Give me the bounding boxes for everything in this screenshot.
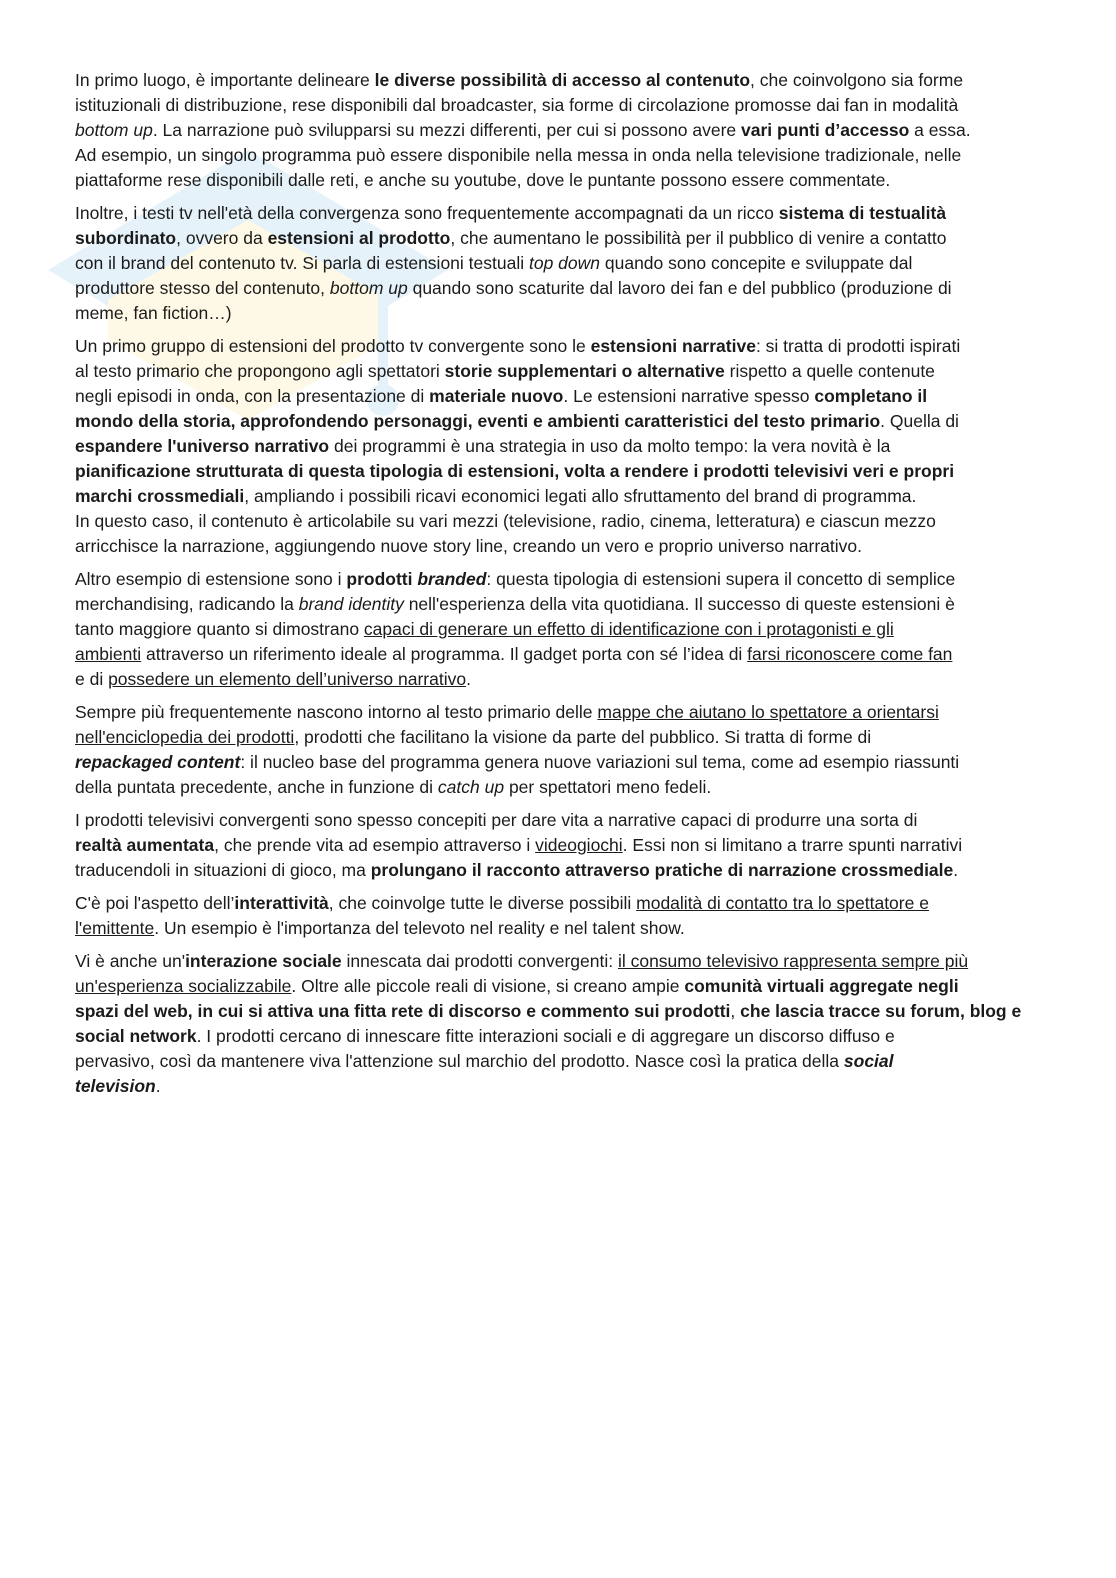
text-run: , che prende vita ad esempio attraverso i: [214, 835, 536, 855]
text-run: I prodotti televisivi convergenti sono spesso concepiti per dare vita a narrative capaci di produrre una sorta di: [75, 810, 918, 830]
text-run: , ampliando i possibili ricavi economici legati allo sfruttamento del brand di programma.: [244, 486, 917, 506]
paragraph: [75, 68, 1043, 193]
text-run: modalità di contatto tra lo spettatore e: [636, 893, 929, 913]
text-run: completano il: [814, 386, 928, 406]
text-run: television: [75, 1076, 156, 1096]
text-run: . Quella di: [880, 411, 959, 431]
text-run: branded: [417, 569, 487, 589]
text-run: : si tratta di prodotti ispirati: [755, 336, 961, 356]
text-run: piattaforme rese disponibili dalle reti, e anche su youtube, dove le puntante possono essere commentate.: [75, 170, 891, 190]
text-line: [75, 384, 1043, 409]
text-run: .: [155, 1076, 161, 1096]
paragraph: [75, 891, 1043, 941]
text-run: materiale nuovo: [429, 386, 564, 406]
text-line: [75, 833, 1043, 858]
text-line: [75, 434, 1043, 459]
text-run: arricchisce la narrazione, aggiungendo nuove story line, creando un vero e proprio universo narrativo.: [75, 536, 862, 556]
paragraph: [75, 949, 1043, 1099]
paragraph: [75, 567, 1043, 692]
text-line: [75, 592, 1043, 617]
text-run: spazi del web, in cui si attiva una fitta rete di discorso e commento sui prodotti: [75, 1001, 731, 1021]
text-run: istituzionali di distribuzione, rese disponibili dal broadcaster, sia forme di circolazione promosse dai fan in modalità: [75, 95, 959, 115]
text-run: possedere un elemento dell’universo narrativo: [108, 669, 467, 689]
text-run: Vi è anche un': [75, 951, 186, 971]
paragraph: [75, 201, 1043, 326]
text-run: , che coinvolge tutte le diverse possibili: [328, 893, 637, 913]
text-run: In primo luogo, è importante delineare: [75, 70, 375, 90]
text-run: . Le estensioni narrative spesso: [563, 386, 815, 406]
text-line: [75, 118, 1043, 143]
text-run: e di: [75, 669, 109, 689]
text-line: [75, 916, 1043, 941]
text-line: [75, 858, 1043, 883]
text-line: [75, 700, 1043, 725]
document-body: [75, 68, 1043, 1107]
text-run: subordinato: [75, 228, 177, 248]
text-line: [75, 359, 1043, 384]
text-run: , prodotti che facilitano la visione da parte del pubblico. Si tratta di forme di: [294, 727, 872, 747]
text-line: [75, 93, 1043, 118]
text-run: brand identity: [298, 594, 404, 614]
text-run: per spettatori meno fedeli.: [504, 777, 712, 797]
text-run: Inoltre, i testi tv nell'età della convergenza sono frequentemente accompagnati da un ricco: [75, 203, 779, 223]
text-line: [75, 1049, 1043, 1074]
text-run: .: [953, 860, 959, 880]
text-run: Sempre più frequentemente nascono intorno al testo primario delle: [75, 702, 598, 722]
text-line: [75, 808, 1043, 833]
text-run: tanto maggiore quanto si dimostrano: [75, 619, 364, 639]
text-run: rispetto a quelle contenute: [724, 361, 935, 381]
text-run: traducendoli in situazioni di gioco, ma: [75, 860, 371, 880]
text-line: [75, 251, 1043, 276]
text-run: le diverse possibilità di accesso al contenuto: [374, 70, 751, 90]
text-line: [75, 667, 1043, 692]
text-run: pianificazione strutturata di questa tipologia di estensioni, volta a rendere i prodotti televisivi veri e propri: [75, 461, 955, 481]
text-line: [75, 409, 1043, 434]
text-run: vari punti d’accesso: [741, 120, 910, 140]
text-run: In questo caso, il contenuto è articolabile su vari mezzi (televisione, radio, cinema, letteratura) e ciascun mezzo: [75, 511, 936, 531]
text-run: social: [843, 1051, 894, 1071]
text-line: [75, 143, 1043, 168]
text-run: : questa tipologia di estensioni supera il concetto di semplice: [486, 569, 956, 589]
text-line: [75, 459, 1043, 484]
text-run: con il brand del contenuto tv. Si parla di estensioni testuali: [75, 253, 529, 273]
text-run: repackaged content: [75, 752, 241, 772]
text-run: prolungano il racconto attraverso pratiche di narrazione crossmediale: [370, 860, 954, 880]
text-run: prodotti: [346, 569, 418, 589]
text-run: . Oltre alle piccole reali di visione, si creano ampie: [291, 976, 685, 996]
text-run: bottom up: [329, 278, 408, 298]
text-line: [75, 567, 1043, 592]
text-run: interattività: [234, 893, 329, 913]
text-line: [75, 509, 1043, 534]
text-run: , che aumentano le possibilità per il pubblico di venire a contatto: [450, 228, 947, 248]
text-run: , ovvero da: [176, 228, 268, 248]
text-line: [75, 534, 1043, 559]
text-line: [75, 891, 1043, 916]
text-run: attraverso un riferimento ideale al programma. Il gadget porta con sé l’idea di: [141, 644, 748, 664]
text-run: storie supplementari o alternative: [444, 361, 725, 381]
text-line: [75, 226, 1043, 251]
text-run: : il nucleo base del programma genera nuove variazioni sul tema, come ad esempio riassunti: [240, 752, 960, 772]
text-run: top down: [528, 253, 601, 273]
text-line: [75, 484, 1043, 509]
text-run: farsi riconoscere come fan: [747, 644, 953, 664]
text-run: un'esperienza socializzabile: [75, 976, 292, 996]
text-line: [75, 725, 1043, 750]
text-run: quando sono concepite e sviluppate dal: [600, 253, 913, 273]
text-run: mondo della storia, approfondendo personaggi, eventi e ambienti caratteristici del testo primario: [75, 411, 881, 431]
text-run: produttore stesso del contenuto,: [75, 278, 330, 298]
text-run: catch up: [437, 777, 505, 797]
text-run: merchandising, radicando la: [75, 594, 299, 614]
text-line: [75, 1024, 1043, 1049]
text-run: a essa.: [909, 120, 971, 140]
text-run: C'è poi l'aspetto dell’: [75, 893, 235, 913]
text-run: marchi crossmediali: [75, 486, 245, 506]
text-run: .: [466, 669, 471, 689]
text-run: Altro esempio di estensione sono i: [75, 569, 347, 589]
text-run: , che coinvolgono sia forme: [750, 70, 964, 90]
text-run: al testo primario che propongono agli spettatori: [75, 361, 445, 381]
text-run: nell'esperienza della vita quotidiana. Il successo di queste estensioni è: [403, 594, 955, 614]
text-run: ,: [730, 1001, 741, 1021]
text-run: bottom up: [75, 120, 153, 140]
text-run: pervasivo, così da mantenere viva l'attenzione sul marchio del prodotto. Nasce così la pratica della: [75, 1051, 844, 1071]
paragraph: [75, 700, 1043, 800]
text-line: [75, 301, 1043, 326]
text-line: [75, 68, 1043, 93]
text-line: [75, 750, 1043, 775]
text-run: interazione sociale: [185, 951, 342, 971]
text-run: . Essi non si limitano a trarre spunti narrativi: [622, 835, 963, 855]
text-run: mappe che aiutano lo spettatore a orientarsi: [597, 702, 939, 722]
text-run: dei programmi è una strategia in uso da molto tempo: la vera novità è la: [329, 436, 891, 456]
text-line: [75, 617, 1043, 642]
text-run: videogiochi: [535, 835, 623, 855]
text-run: innescata dai prodotti convergenti:: [341, 951, 618, 971]
text-line: [75, 999, 1043, 1024]
text-run: della puntata precedente, anche in funzione di: [75, 777, 438, 797]
text-run: estensioni narrative: [590, 336, 756, 356]
text-run: il consumo televisivo rappresenta sempre più: [617, 951, 969, 971]
text-line: [75, 974, 1043, 999]
paragraph: [75, 334, 1043, 559]
text-run: . Un esempio è l'importanza del televoto nel reality e nel talent show.: [154, 918, 685, 938]
text-line: [75, 334, 1043, 359]
text-line: [75, 949, 1043, 974]
text-line: [75, 276, 1043, 301]
text-run: social network: [75, 1026, 197, 1046]
text-run: . La narrazione può svilupparsi su mezzi differenti, per cui si possono avere: [152, 120, 742, 140]
text-run: Ad esempio, un singolo programma può essere disponibile nella messa in onda nella televisione tradizionale, nelle: [75, 145, 962, 165]
text-run: l'emittente: [75, 918, 155, 938]
text-run: estensioni al prodotto: [267, 228, 451, 248]
text-run: comunità virtuali aggregate negli: [684, 976, 959, 996]
text-run: negli episodi in onda, con la presentazione di: [75, 386, 430, 406]
text-line: [75, 168, 1043, 193]
text-run: espandere l'universo narrativo: [75, 436, 330, 456]
text-run: realtà aumentata: [75, 835, 215, 855]
text-line: [75, 642, 1043, 667]
text-run: Un primo gruppo di estensioni del prodotto tv convergente sono le: [75, 336, 591, 356]
text-run: . I prodotti cercano di innescare fitte interazioni sociali e di aggregare un discorso diffuso e: [196, 1026, 895, 1046]
text-run: che lascia tracce su forum, blog e: [740, 1001, 1022, 1021]
text-line: [75, 201, 1043, 226]
text-run: meme, fan fiction…): [75, 303, 232, 323]
text-run: quando sono scaturite dal lavoro dei fan e del pubblico (produzione di: [407, 278, 952, 298]
paragraph: [75, 808, 1043, 883]
text-line: [75, 1074, 1043, 1099]
text-run: ambienti: [75, 644, 142, 664]
text-run: nell'enciclopedia dei prodotti: [75, 727, 295, 747]
text-run: capaci di generare un effetto di identificazione con i protagonisti e gli: [363, 619, 894, 639]
text-run: sistema di testualità: [778, 203, 947, 223]
text-line: [75, 775, 1043, 800]
